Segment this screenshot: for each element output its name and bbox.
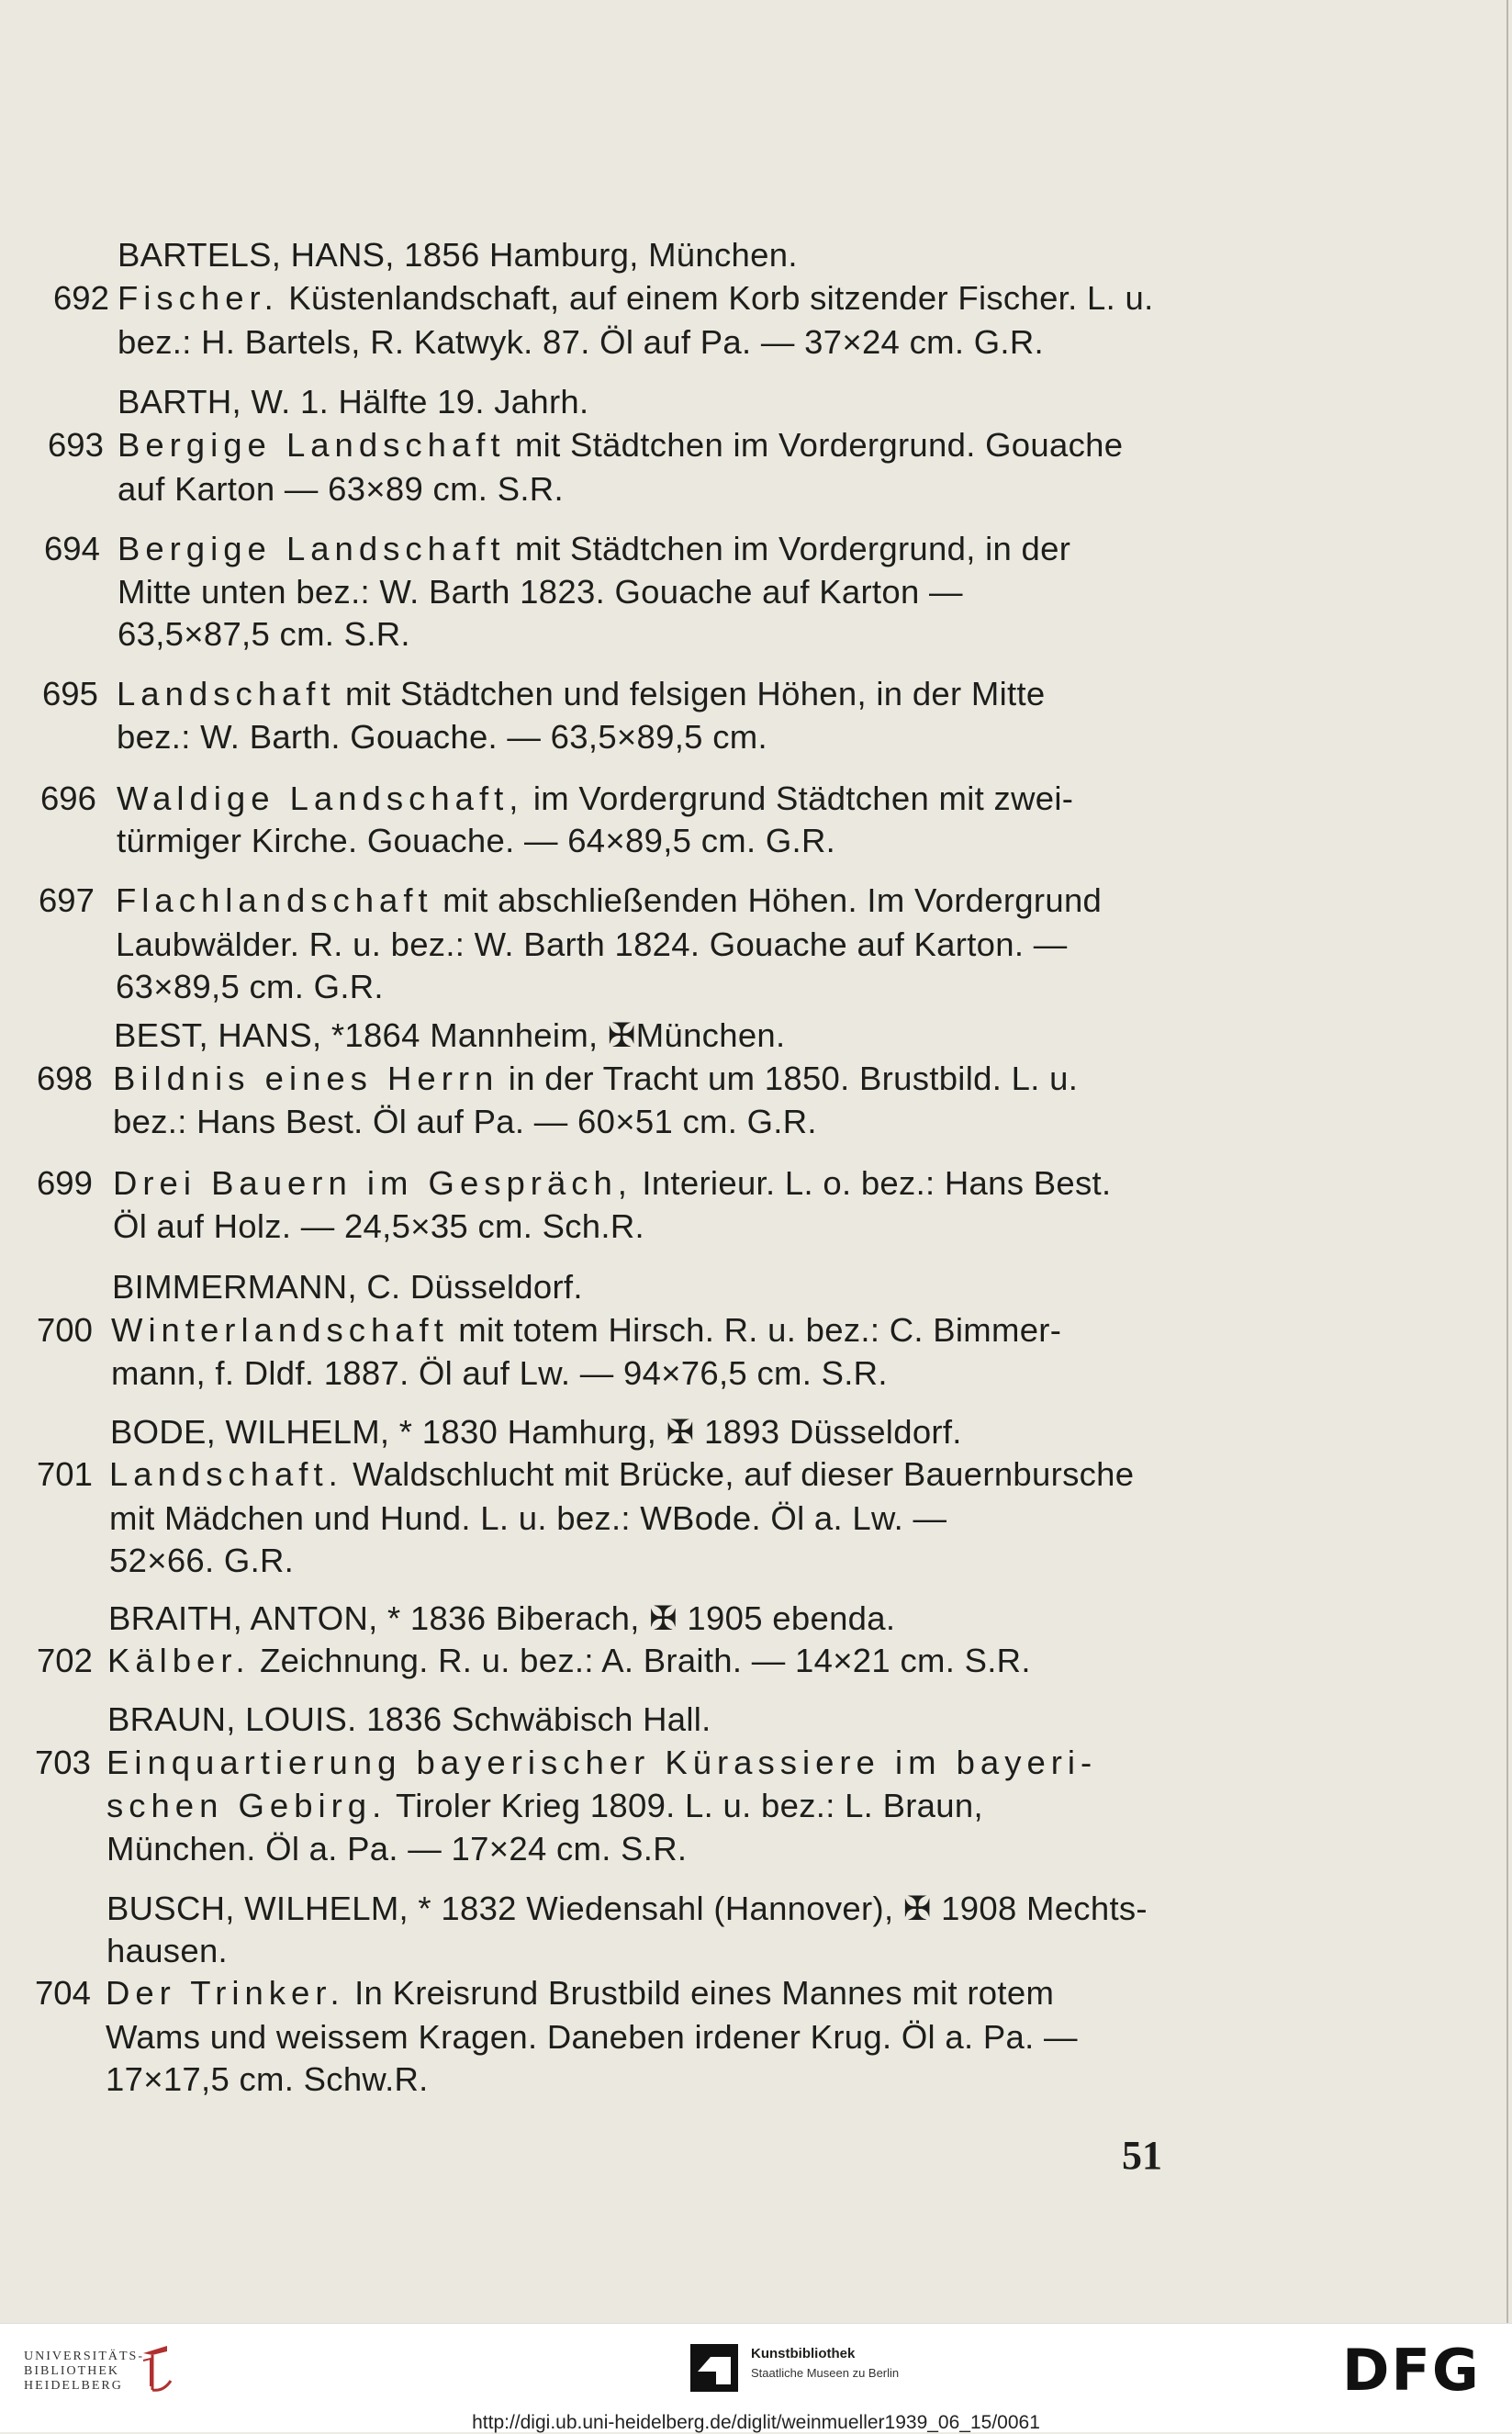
entry-title: Kälber. xyxy=(107,1642,251,1679)
page-number: 51 xyxy=(1122,2133,1162,2178)
entry-text-line xyxy=(117,820,835,862)
entry-text-line xyxy=(111,1309,1061,1352)
entry-number: 693 xyxy=(48,426,104,464)
entry-text-line xyxy=(113,1206,644,1248)
entry-description: BIMMERMANN, C. Düsseldorf. xyxy=(112,1268,583,1306)
entry-description: mit Mädchen und Hund. L. u. bez.: WBode. Öl a. Lw. — xyxy=(109,1499,947,1537)
entry-description: mit Städtchen im Vordergrund, in der xyxy=(505,530,1071,567)
entry-description: BUSCH, WILHELM, * 1832 Wiedensahl (Hannover), ✠ 1908 Mechts- xyxy=(106,1890,1148,1927)
entry-description: bez.: W. Barth. Gouache. — 63,5×89,5 cm. xyxy=(117,718,767,756)
entry-description: mit Städtchen im Vordergrund. Gouache xyxy=(505,426,1124,464)
artist-heading xyxy=(106,1930,228,1972)
entry-number: 695 xyxy=(42,675,98,712)
entry-description: 63×89,5 cm. G.R. xyxy=(116,968,384,1005)
entry-text-line xyxy=(118,613,410,656)
entry-number: 694 xyxy=(44,530,100,567)
entry-description: Küstenlandschaft, auf einem Korb sitzender Fischer. L. u. xyxy=(278,279,1154,317)
entry-description: BODE, WILHELM, * 1830 Hamhurg, ✠ 1893 Düsseldorf. xyxy=(110,1413,962,1451)
entry-text-line xyxy=(113,1058,1078,1100)
entry-text-line xyxy=(106,2016,1078,2058)
entry-text-line xyxy=(118,571,963,613)
entry-description: bez.: H. Bartels, R. Katwyk. 87. Öl auf Pa. — 37×24 cm. G.R. xyxy=(118,323,1044,361)
entry-description: türmiger Kirche. Gouache. — 64×89,5 cm. G.R. xyxy=(117,822,836,859)
entry-text-line xyxy=(118,321,1044,364)
entry-text-line xyxy=(107,1640,1031,1682)
entry-description: mit abschließenden Höhen. Im Vordergrund xyxy=(432,881,1103,919)
university-library-logo[interactable] xyxy=(24,2350,144,2394)
entry-description: Wams und weissem Kragen. Daneben irdener Krug. Öl a. Pa. — xyxy=(106,2018,1078,2056)
entry-description: 17×17,5 cm. Schw.R. xyxy=(106,2060,429,2098)
entry-number: 696 xyxy=(40,780,96,817)
entry-description: Tiroler Krieg 1809. L. u. bez.: L. Braun, xyxy=(386,1787,983,1824)
artist-heading xyxy=(114,1015,785,1057)
entry-text-line xyxy=(116,924,1068,966)
entry-number: 700 xyxy=(37,1311,93,1349)
dfg-logo[interactable]: DFG xyxy=(1342,2337,1481,2404)
entry-text-line xyxy=(116,966,384,1008)
entry-number: 697 xyxy=(39,881,95,919)
entry-text-line xyxy=(118,468,564,510)
entry-title: Waldige Landschaft, xyxy=(117,780,524,817)
entry-text-line xyxy=(109,1497,946,1540)
university-line-3: HEIDELBERG xyxy=(24,2379,123,2393)
entry-description: bez.: Hans Best. Öl auf Pa. — 60×51 cm. G.R. xyxy=(113,1103,817,1140)
entry-text-line xyxy=(116,880,1102,922)
artist-heading xyxy=(107,1699,711,1741)
entry-description: 63,5×87,5 cm. S.R. xyxy=(118,615,410,653)
entry-description: BEST, HANS, *1864 Mannheim, ✠München. xyxy=(114,1016,786,1054)
entry-number: 704 xyxy=(35,1974,91,2012)
kunstbibliothek-icon xyxy=(690,2344,738,2392)
entry-text-line xyxy=(118,424,1123,466)
entry-text-line xyxy=(106,1785,983,1827)
entry-title: Landschaft xyxy=(117,675,336,712)
entry-description: Interieur. L. o. bez.: Hans Best. xyxy=(632,1164,1112,1202)
entry-title: Flachlandschaft xyxy=(116,881,433,919)
entry-number: 692 xyxy=(53,279,109,317)
footer-bar xyxy=(0,2323,1512,2432)
entry-title: Einquartierung bayerischer Kürassiere im bayeri- xyxy=(106,1744,1098,1781)
entry-description: mit totem Hirsch. R. u. bez.: C. Bimmer- xyxy=(448,1311,1062,1349)
entry-title: Bergige Landschaft xyxy=(118,426,506,464)
entry-text-line xyxy=(106,1742,1097,1784)
entry-description: BARTH, W. 1. Hälfte 19. Jahrh. xyxy=(118,383,589,421)
entry-number: 702 xyxy=(37,1642,93,1679)
entry-title: Bildnis eines Herrn xyxy=(113,1060,499,1097)
university-line-1: UNIVERSITÄTS- xyxy=(24,2350,144,2363)
entry-description: 52×66. G.R. xyxy=(109,1542,295,1579)
entry-number: 703 xyxy=(35,1744,91,1781)
entry-title: Winterlandschaft xyxy=(111,1311,449,1349)
kunstbibliothek-subtitle: Staatliche Museen zu Berlin xyxy=(751,2366,900,2380)
entry-text-line xyxy=(109,1540,294,1582)
entry-title: Bergige Landschaft xyxy=(118,530,506,567)
page-edge xyxy=(1506,0,1508,2323)
artist-heading xyxy=(106,1888,1148,1930)
entry-description: Mitte unten bez.: W. Barth 1823. Gouache auf Karton — xyxy=(118,573,963,611)
entry-description: In Kreisrund Brustbild eines Mannes mit rotem xyxy=(344,1974,1055,2012)
kunstbibliothek-title: Kunstbibliothek xyxy=(751,2346,856,2361)
entry-text-line xyxy=(109,1453,1134,1496)
entry-description: Öl auf Holz. — 24,5×35 cm. Sch.R. xyxy=(113,1207,644,1245)
entry-description: mann, f. Dldf. 1887. Öl auf Lw. — 94×76,5 cm. S.R. xyxy=(111,1354,888,1392)
entry-text-line xyxy=(117,716,767,758)
entry-description: in der Tracht um 1850. Brustbild. L. u. xyxy=(498,1060,1079,1097)
university-line-2: BIBLIOTHEK xyxy=(24,2364,119,2378)
entry-number: 698 xyxy=(37,1060,93,1097)
entry-number: 699 xyxy=(37,1164,93,1202)
entry-description: BRAUN, LOUIS. 1836 Schwäbisch Hall. xyxy=(107,1700,711,1738)
entry-description: mit Städtchen und felsigen Höhen, in der Mitte xyxy=(335,675,1046,712)
entry-text-line xyxy=(106,1972,1054,2014)
entry-text-line xyxy=(113,1162,1111,1205)
entry-text-line xyxy=(111,1352,888,1395)
entry-text-line xyxy=(117,778,1073,820)
entry-text-line xyxy=(106,1828,687,1870)
entry-description: Laubwälder. R. u. bez.: W. Barth 1824. Gouache auf Karton. — xyxy=(116,925,1068,963)
entry-description: Zeichnung. R. u. bez.: A. Braith. — 14×21 cm. S.R. xyxy=(250,1642,1031,1679)
artist-heading xyxy=(112,1266,583,1308)
entry-text-line xyxy=(118,277,1154,320)
artist-heading xyxy=(118,381,588,423)
artist-heading xyxy=(110,1411,962,1453)
entry-title: Landschaft. xyxy=(109,1455,343,1493)
entry-number: 701 xyxy=(37,1455,93,1493)
artist-heading xyxy=(118,234,798,276)
entry-description: BRAITH, ANTON, * 1836 Biberach, ✠ 1905 ebenda. xyxy=(108,1599,896,1637)
entry-title: schen Gebirg. xyxy=(106,1787,387,1824)
entry-title: Drei Bauern im Gespräch, xyxy=(113,1164,633,1202)
entry-description: München. Öl a. Pa. — 17×24 cm. S.R. xyxy=(106,1830,688,1868)
entry-description: hausen. xyxy=(106,1932,228,1969)
heidelberg-mark-icon xyxy=(140,2340,180,2395)
entry-text-line xyxy=(118,528,1070,570)
entry-text-line xyxy=(106,2058,429,2101)
entry-description: BARTELS, HANS, 1856 Hamburg, München. xyxy=(118,236,798,274)
entry-text-line xyxy=(113,1101,817,1143)
entry-description: Waldschlucht mit Brücke, auf dieser Bauernbursche xyxy=(342,1455,1135,1493)
entry-title: Fischer. xyxy=(118,279,279,317)
entry-title: Der Trinker. xyxy=(106,1974,345,2012)
artist-heading xyxy=(108,1598,895,1640)
entry-description: auf Karton — 63×89 cm. S.R. xyxy=(118,470,564,508)
entry-text-line xyxy=(117,673,1046,715)
source-url[interactable]: http://digi.ub.uni-heidelberg.de/diglit/weinmueller1939_06_15/0061 xyxy=(472,2412,1040,2433)
entry-description: im Vordergrund Städtchen mit zwei- xyxy=(523,780,1074,817)
